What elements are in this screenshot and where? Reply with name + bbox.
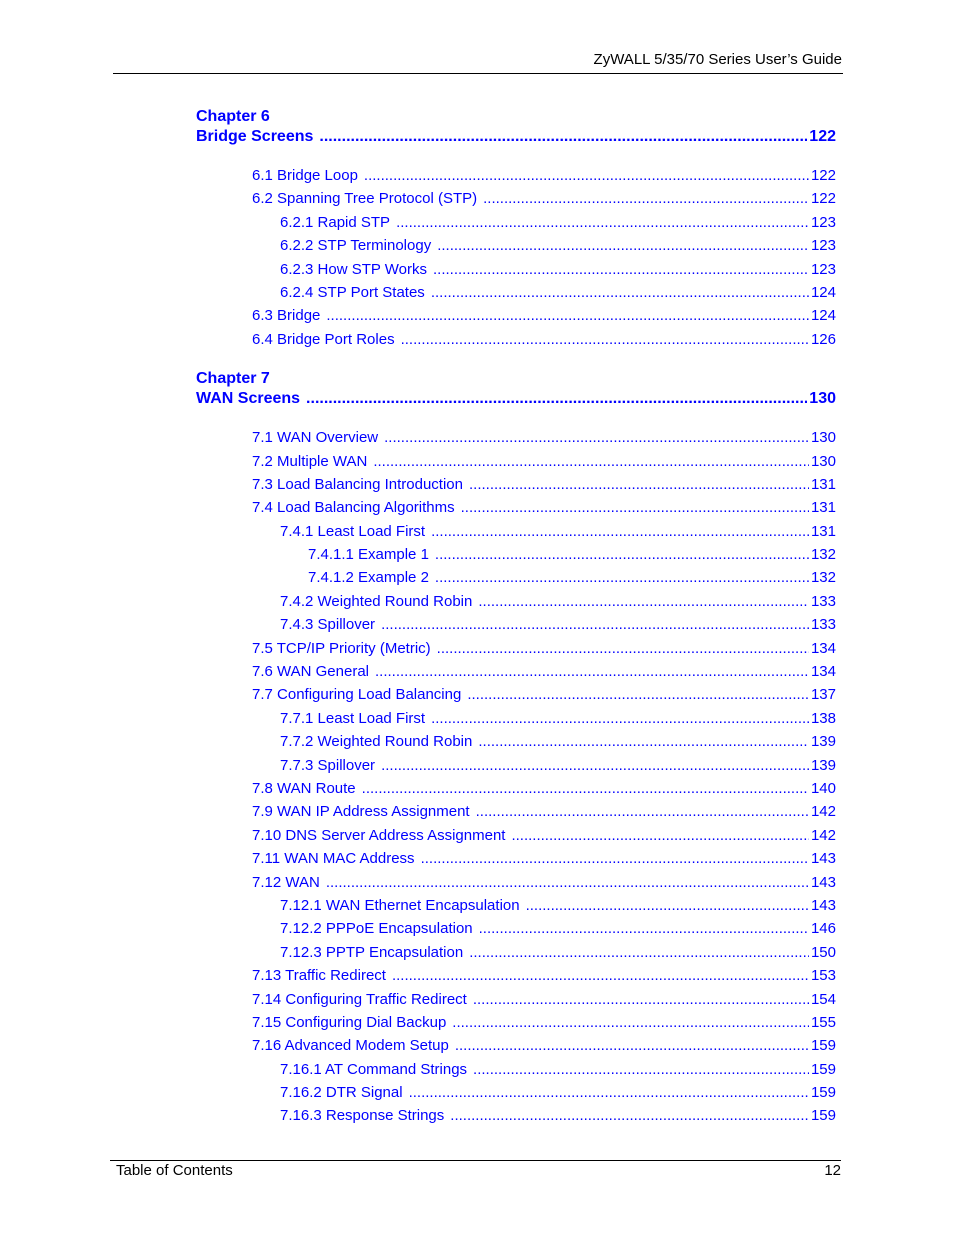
table-of-contents xyxy=(196,107,836,1146)
toc-entry-page-number: 154 xyxy=(810,990,836,1008)
toc-entry-page-number: 143 xyxy=(810,873,836,891)
dot-leader xyxy=(401,328,809,351)
toc-entry-title: 7.4.3 Spillover xyxy=(280,616,376,634)
toc-entry-title: 7.16.3 Response Strings xyxy=(280,1107,445,1125)
toc-entry-link[interactable] xyxy=(196,847,836,870)
dot-leader xyxy=(431,520,809,543)
dot-leader xyxy=(473,988,809,1011)
toc-entry-page-number: 124 xyxy=(810,307,836,325)
dot-leader xyxy=(431,281,809,304)
toc-entry-link[interactable] xyxy=(196,164,836,187)
toc-entry-title: 6.2.2 STP Terminology xyxy=(280,237,432,255)
toc-entry-page-number: 132 xyxy=(810,546,836,564)
toc-entry-title: 6.3 Bridge xyxy=(252,307,321,325)
toc-entry-page-number: 155 xyxy=(810,1013,836,1031)
toc-entry-link[interactable] xyxy=(196,871,836,894)
footer-section-title: Table of Contents xyxy=(116,1162,233,1179)
toc-entry-title: 6.2.4 STP Port States xyxy=(280,283,425,301)
dot-leader xyxy=(461,496,809,519)
toc-entry-page-number: 126 xyxy=(810,330,836,348)
toc-entry-page-number: 134 xyxy=(810,639,836,657)
toc-entry-link[interactable] xyxy=(196,707,836,730)
dot-leader xyxy=(381,754,809,777)
toc-entry-title: 6.1 Bridge Loop xyxy=(252,167,358,184)
toc-entry-title: 7.8 WAN Route xyxy=(252,779,356,797)
toc-entry-title: 7.11 WAN MAC Address xyxy=(252,850,415,868)
chapter-spacer xyxy=(196,147,836,164)
toc-entry-title: 7.16.2 DTR Signal xyxy=(280,1084,403,1102)
dot-leader xyxy=(437,234,809,257)
toc-entry-title: 6.2 Spanning Tree Protocol (STP) xyxy=(252,190,478,208)
dot-leader xyxy=(431,707,809,730)
dot-leader xyxy=(392,964,809,987)
toc-entry-page-number: 131 xyxy=(810,522,836,540)
toc-entry-link[interactable] xyxy=(196,1104,836,1127)
toc-entry-link[interactable] xyxy=(196,450,836,473)
toc-entry-page-number: 143 xyxy=(810,896,836,914)
toc-entry-link[interactable] xyxy=(196,894,836,917)
dot-leader xyxy=(476,800,809,823)
toc-entry-link[interactable] xyxy=(196,211,836,234)
dot-leader xyxy=(373,450,809,473)
chapter-title: Bridge Screens xyxy=(196,128,314,145)
toc-entry-link[interactable] xyxy=(196,964,836,987)
toc-entry-title: 7.12.2 PPPoE Encapsulation xyxy=(280,920,473,938)
toc-entry-title: 7.6 WAN General xyxy=(252,663,369,681)
toc-entry-page-number: 123 xyxy=(810,260,836,278)
toc-entry-link[interactable] xyxy=(196,473,836,496)
toc-entry-link[interactable] xyxy=(196,613,836,636)
chapter-page-number: 130 xyxy=(809,390,836,408)
dot-leader xyxy=(381,613,809,636)
dot-leader xyxy=(319,127,807,147)
toc-entry-title: 6.2.3 How STP Works xyxy=(280,260,427,278)
toc-entry-link[interactable] xyxy=(196,281,836,304)
toc-entry-link[interactable] xyxy=(196,683,836,706)
toc-entry-link[interactable] xyxy=(196,1081,836,1104)
toc-entry-page-number: 140 xyxy=(810,779,836,797)
toc-entry-link[interactable] xyxy=(196,824,836,847)
dot-leader xyxy=(435,566,809,589)
toc-entry-page-number: 133 xyxy=(810,616,836,634)
toc-entry-title: 7.4.1.2 Example 2 xyxy=(308,569,429,587)
toc-entry-link[interactable] xyxy=(196,520,836,543)
toc-entry-page-number: 150 xyxy=(810,943,836,961)
chapter-label-link[interactable]: Chapter 7 xyxy=(196,370,270,388)
chapter-title-link[interactable] xyxy=(196,389,836,409)
running-header: ZyWALL 5/35/70 Series User’s Guide xyxy=(593,51,842,68)
toc-entry-page-number: 139 xyxy=(810,733,836,751)
dot-leader xyxy=(467,683,809,706)
toc-entry-page-number: 142 xyxy=(810,826,836,844)
toc-entry-page-number: 159 xyxy=(810,1107,836,1125)
dot-leader xyxy=(455,1034,809,1057)
toc-entry-link[interactable] xyxy=(196,941,836,964)
toc-entry-title: 7.16 Advanced Modem Setup xyxy=(252,1037,449,1055)
footer-page-number: 12 xyxy=(824,1162,841,1179)
toc-entry-page-number: 143 xyxy=(810,850,836,868)
toc-entry-link[interactable] xyxy=(196,754,836,777)
dot-leader xyxy=(326,871,809,894)
toc-entry-title: 7.13 Traffic Redirect xyxy=(252,967,386,985)
toc-entry-title: 7.4.2 Weighted Round Robin xyxy=(280,592,473,610)
toc-entry-page-number: 131 xyxy=(810,499,836,517)
toc-entry-page-number: 123 xyxy=(810,213,836,231)
dot-leader xyxy=(469,941,809,964)
toc-entry-page-number: 142 xyxy=(810,803,836,821)
toc-entry-link[interactable] xyxy=(196,917,836,940)
toc-entry-page-number: 131 xyxy=(810,475,836,493)
toc-entry-title: 7.9 WAN IP Address Assignment xyxy=(252,803,470,821)
toc-entry-list xyxy=(196,164,836,351)
chapter-page-number: 122 xyxy=(809,128,836,145)
toc-entry-link[interactable] xyxy=(196,234,836,257)
dot-leader xyxy=(326,304,809,327)
toc-entry-link[interactable] xyxy=(196,988,836,1011)
chapter-spacer xyxy=(196,409,836,426)
toc-entry-page-number: 130 xyxy=(810,452,836,470)
toc-entry-page-number: 146 xyxy=(810,920,836,938)
toc-entry-title: 7.1 WAN Overview xyxy=(252,429,379,447)
toc-entry-link[interactable] xyxy=(196,1034,836,1057)
toc-entry-page-number: 159 xyxy=(810,1037,836,1055)
toc-entry-title: 7.3 Load Balancing Introduction xyxy=(252,475,463,493)
dot-leader xyxy=(435,543,809,566)
toc-entry-link[interactable] xyxy=(196,1058,836,1081)
dot-leader xyxy=(469,473,809,496)
toc-entry-title: 7.12.1 WAN Ethernet Encapsulation xyxy=(280,896,520,914)
toc-entry-page-number: 139 xyxy=(810,756,836,774)
dot-leader xyxy=(450,1104,809,1127)
dot-leader xyxy=(384,426,809,449)
toc-entry-title: 7.14 Configuring Traffic Redirect xyxy=(252,990,467,1008)
toc-entry-page-number: 122 xyxy=(810,190,836,208)
toc-entry-link[interactable] xyxy=(196,426,836,449)
dot-leader xyxy=(526,894,809,917)
dot-leader xyxy=(437,637,809,660)
toc-entry-link[interactable] xyxy=(196,730,836,753)
toc-entry-link[interactable] xyxy=(196,590,836,613)
toc-entry-page-number: 123 xyxy=(810,237,836,255)
dot-leader xyxy=(396,211,809,234)
toc-entry-list xyxy=(196,426,836,1128)
toc-entry-title: 7.12.3 PPTP Encapsulation xyxy=(280,943,464,961)
toc-entry-link[interactable] xyxy=(196,328,836,351)
dot-leader xyxy=(452,1011,809,1034)
toc-entry-link[interactable] xyxy=(196,187,836,210)
dot-leader xyxy=(364,164,809,187)
dot-leader xyxy=(483,187,809,210)
dot-leader xyxy=(478,730,809,753)
toc-entry-title: 7.4.1.1 Example 1 xyxy=(308,546,429,564)
chapter-title: WAN Screens xyxy=(196,390,301,408)
toc-entry-page-number: 159 xyxy=(810,1084,836,1102)
toc-entry-page-number: 130 xyxy=(810,429,836,447)
toc-entry-title: 7.12 WAN xyxy=(252,873,320,891)
toc-entry-link[interactable] xyxy=(196,637,836,660)
dot-leader xyxy=(433,258,809,281)
toc-entry-title: 7.7.3 Spillover xyxy=(280,756,376,774)
toc-entry-title: 7.7.1 Least Load First xyxy=(280,709,426,727)
dot-leader xyxy=(409,1081,809,1104)
chapter-title-link[interactable] xyxy=(196,127,836,147)
dot-leader xyxy=(478,590,809,613)
toc-entry-page-number: 132 xyxy=(810,569,836,587)
toc-entry-page-number: 137 xyxy=(810,686,836,704)
chapter-label-link[interactable]: Chapter 6 xyxy=(196,108,270,125)
toc-entry-link[interactable] xyxy=(196,304,836,327)
footer-rule xyxy=(110,1160,841,1161)
dot-leader xyxy=(473,1058,809,1081)
dot-leader xyxy=(306,389,807,409)
toc-entry-title: 7.7 Configuring Load Balancing xyxy=(252,686,462,704)
toc-entry-page-number: 138 xyxy=(810,709,836,727)
toc-entry-title: 7.16.1 AT Command Strings xyxy=(280,1060,468,1078)
toc-entry-page-number: 124 xyxy=(810,283,836,301)
toc-entry-page-number: 122 xyxy=(810,167,836,184)
toc-entry-link[interactable] xyxy=(196,777,836,800)
toc-entry-title: 7.4 Load Balancing Algorithms xyxy=(252,499,455,517)
toc-entry-link[interactable] xyxy=(196,258,836,281)
toc-entry-page-number: 159 xyxy=(810,1060,836,1078)
toc-entry-title: 7.5 TCP/IP Priority (Metric) xyxy=(252,639,431,657)
toc-entry-title: 7.10 DNS Server Address Assignment xyxy=(252,826,506,844)
toc-entry-page-number: 153 xyxy=(810,967,836,985)
dot-leader xyxy=(511,824,809,847)
toc-entry-title: 7.2 Multiple WAN xyxy=(252,452,368,470)
toc-entry-title: 6.4 Bridge Port Roles xyxy=(252,330,395,348)
dot-leader xyxy=(421,847,809,870)
dot-leader xyxy=(362,777,809,800)
toc-entry-link[interactable] xyxy=(196,496,836,519)
toc-entry-link[interactable] xyxy=(196,800,836,823)
dot-leader xyxy=(479,917,809,940)
dot-leader xyxy=(375,660,809,683)
toc-entry-title: 7.15 Configuring Dial Backup xyxy=(252,1013,447,1031)
toc-entry-link[interactable] xyxy=(196,660,836,683)
toc-entry-link[interactable] xyxy=(196,543,836,566)
toc-entry-title: 7.4.1 Least Load First xyxy=(280,522,426,540)
header-rule xyxy=(113,73,843,74)
toc-entry-title: 7.7.2 Weighted Round Robin xyxy=(280,733,473,751)
toc-entry-link[interactable] xyxy=(196,566,836,589)
toc-entry-title: 6.2.1 Rapid STP xyxy=(280,213,391,231)
toc-entry-page-number: 134 xyxy=(810,663,836,681)
toc-entry-link[interactable] xyxy=(196,1011,836,1034)
toc-entry-page-number: 133 xyxy=(810,592,836,610)
